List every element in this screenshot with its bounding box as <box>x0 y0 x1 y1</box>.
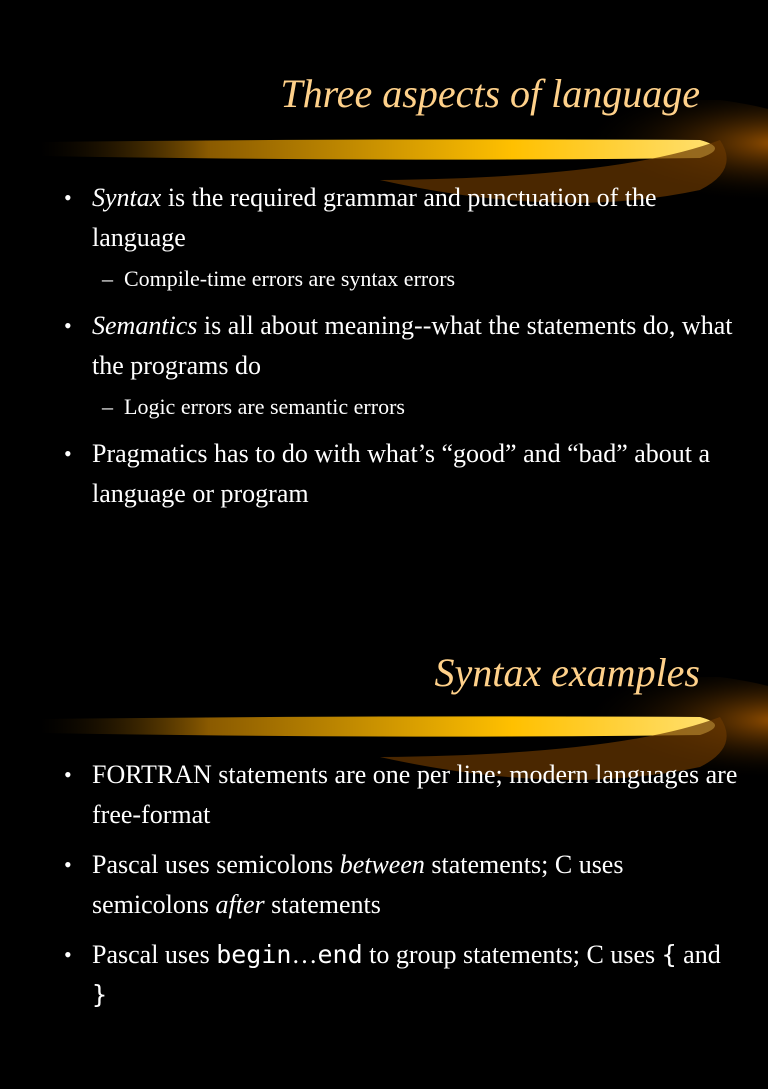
slide-title: Syntax examples <box>434 650 700 695</box>
bullet-text: to group statements; C uses <box>362 940 662 969</box>
bullet-semantics <box>62 306 742 386</box>
bullet-grouping <box>62 935 742 1015</box>
sub-bullet-compile-errors <box>62 262 742 296</box>
term-semantics: Semantics <box>92 311 198 340</box>
code-close-brace: } <box>92 980 108 1009</box>
bullet-text: Pascal uses <box>92 940 217 969</box>
bullet-dot: • <box>64 852 72 877</box>
bullet-text: Pragmatics has to do with what’s “good” and “bad” about a language or program <box>92 439 711 508</box>
bullet-text: is the required grammar and punctuation of the language <box>92 183 657 252</box>
bullet-dot: • <box>64 441 72 466</box>
bullet-dot: • <box>64 185 72 210</box>
code-open-brace: { <box>661 940 677 969</box>
term-after: after <box>215 890 265 919</box>
bullet-dot: • <box>64 313 72 338</box>
term-between: between <box>339 850 425 879</box>
bullet-dot: • <box>64 762 72 787</box>
sub-bullet-text: Logic errors are semantic errors <box>124 394 405 419</box>
bullet-syntax <box>62 178 742 258</box>
bullet-text: statements <box>264 890 381 919</box>
term-syntax: Syntax <box>92 183 162 212</box>
sub-bullet-text: Compile-time errors are syntax errors <box>124 266 456 291</box>
bullet-dot: • <box>64 942 72 967</box>
sub-dash: – <box>102 266 113 291</box>
bullet-semicolons <box>62 845 742 925</box>
code-begin: begin <box>216 940 292 969</box>
bullet-text: is all about meaning--what the statements do, what the programs do <box>92 311 733 380</box>
code-end: end <box>317 940 363 969</box>
bullet-pragmatics <box>62 434 742 512</box>
bullet-list <box>62 755 742 1015</box>
slide-1 <box>0 0 768 512</box>
bullet-text: Pascal uses semicolons <box>92 850 340 879</box>
slide-title: Three aspects of language <box>280 71 700 116</box>
sub-dash: – <box>102 394 113 419</box>
bullet-fortran <box>62 755 742 835</box>
bullet-text: FORTRAN statements are one per line; modern languages are free-format <box>92 760 738 829</box>
bullet-text: and <box>676 940 721 969</box>
slide-2 <box>0 577 768 1089</box>
sub-bullet-logic-errors <box>62 390 742 424</box>
bullet-text: statements; C uses semicolons <box>92 850 624 919</box>
ellipsis: … <box>291 940 318 969</box>
bullet-list <box>62 178 742 512</box>
